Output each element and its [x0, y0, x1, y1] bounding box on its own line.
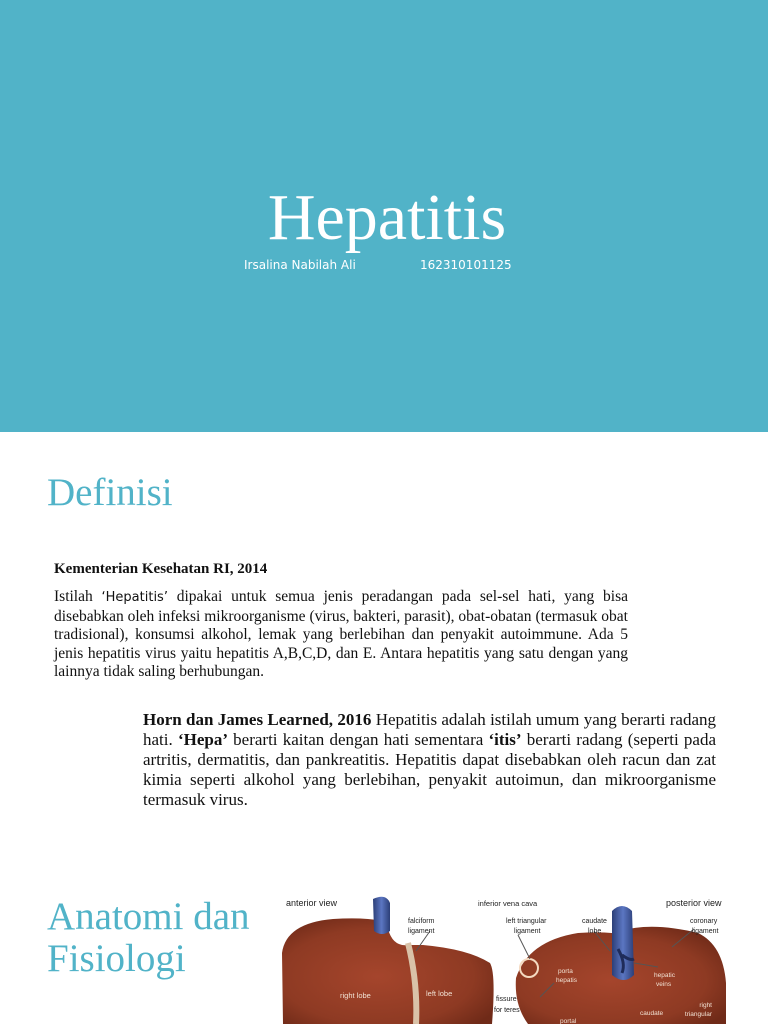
para2-part-b: berarti kaitan dengan hati sementara — [227, 730, 489, 749]
anterior-liver-shape — [282, 918, 494, 1024]
label-right-lobe: right lobe — [340, 991, 371, 1000]
liver-anatomy-diagram — [278, 893, 728, 1024]
anatomi-heading — [47, 896, 267, 980]
label-triangular: triangular — [684, 1011, 712, 1018]
label-coronary: coronary — [690, 918, 718, 925]
title-slide — [0, 0, 768, 432]
label-caudate-lobe: lobe — [588, 928, 602, 935]
anatomi-heading-line2: Fisiologi — [47, 937, 186, 980]
label-right: right — [699, 1002, 712, 1009]
para2-part-c: berarti radang (seperti pada artritis, dermatitis, dan pankreatitis. Hepatitis dapat disebabkan oleh racun dan zat kimia seperti alkohol yang berlebihan, penyakit autoimun, dan mikroorganisme termasuk virus. — [143, 730, 716, 809]
label-ivc: inferior vena cava — [478, 899, 538, 908]
definisi-heading: Definisi — [47, 471, 173, 514]
label-porta: porta — [558, 968, 573, 975]
author-id: 162310101125 — [420, 258, 512, 272]
slide-title: Hepatitis — [267, 181, 507, 254]
label-coronary-ligament: ligament — [692, 928, 719, 935]
label-caudate-bottom: caudate — [640, 1010, 664, 1017]
definition-paragraph-2 — [143, 710, 716, 810]
definition-paragraph-1 — [54, 588, 628, 682]
ivc-anterior — [373, 897, 390, 934]
label-falciform-ligament: ligament — [408, 928, 435, 935]
para2-part-a: Hepatitis adalah istilah umum yang berarti radang hati. — [143, 710, 716, 749]
label-anterior-view: anterior view — [286, 898, 338, 908]
label-falciform: falciform — [408, 918, 435, 925]
para1-intro: Istilah — [54, 588, 102, 605]
para1-body: dipakai untuk semua jenis peradangan pada sel-sel hati, yang bisa disebabkan oleh infeksi mikroorganisme (virus, bakteri, parasit), obat-obatan (termasuk obat tradisional), konsumsi alkohol, lemak yang berlebihan dan penyakit autoimmune. Ada 5 jenis hepatitis virus yaitu hepatitis A,B,C,D, dan E. Antara hepatitis yang satu dengan yang lainnya tidak saling berhubungan. — [54, 588, 628, 680]
anatomi-heading-line1: Anatomi dan — [47, 895, 250, 938]
source-horn: Horn dan James Learned, 2016 — [143, 710, 372, 729]
para1-quoted-term: ‘Hepatitis’ — [101, 590, 168, 605]
label-hepatis: hepatis — [556, 977, 577, 984]
label-hepatic: hepatic — [654, 972, 675, 979]
label-left-tri-ligament: ligament — [514, 928, 541, 935]
label-caudate: caudate — [582, 918, 607, 925]
author-name: Irsalina Nabilah Ali — [244, 258, 356, 272]
liver-anatomy-figure — [278, 893, 728, 1024]
label-posterior-view: posterior view — [666, 898, 722, 908]
label-for-teres: for teres — [494, 1007, 520, 1014]
term-hepa: ‘Hepa’ — [177, 730, 228, 749]
term-itis: ‘itis’ — [488, 730, 522, 749]
source-kemenkes: Kementerian Kesehatan RI, 2014 — [54, 561, 268, 577]
label-portal: portal — [560, 1018, 577, 1024]
label-fissure: fissure — [496, 996, 517, 1003]
label-left-triangular: left triangular — [506, 918, 547, 925]
label-veins: veins — [656, 981, 672, 988]
label-left-lobe: left lobe — [426, 989, 453, 998]
